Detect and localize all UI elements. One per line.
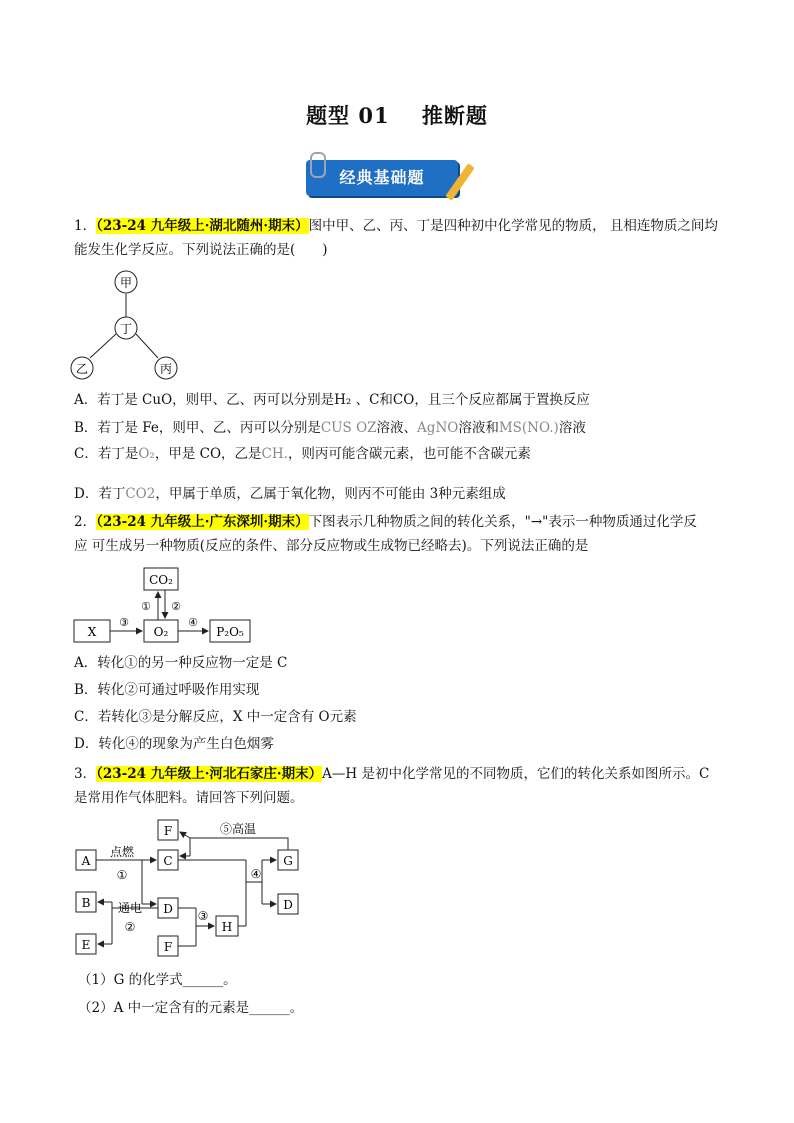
q1-b-end: 溶液 [558, 420, 586, 436]
q3-node-h-label: H [221, 920, 233, 934]
q1-edge-right [136, 334, 158, 358]
q3-node-g-label: G [283, 854, 293, 868]
title-main: 题型 01 [306, 103, 390, 128]
q1-source: （23-24 九年级上·湖北随州·期末） [96, 218, 309, 234]
q2-source: （23-24 九年级上·广东深圳·期末） [96, 514, 309, 530]
q2-node-x-label: X [87, 625, 97, 639]
q3-node-b-label: B [81, 896, 91, 910]
q2-option-a: A．转化①的另一种反应物一定是 C [74, 655, 288, 671]
q1-stem-line1: 图中甲、乙、丙、丁是四种初中化学常见的物质， 且相连物质之间均 [308, 218, 718, 234]
q1-node-center-label: 丁 [119, 322, 133, 336]
q2-number: 2． [74, 514, 97, 530]
q2-option-d: D．转化④的现象为产生白色烟雾 [74, 736, 274, 752]
page-title [0, 100, 794, 130]
q1-b-g1: CUS OZ [320, 420, 377, 436]
q1-node-top-label: 甲 [119, 276, 133, 290]
q2-option-c: C．若转化③是分解反应，X 中一定含有 O元素 [74, 709, 357, 725]
q1-b-g3: MS(NO.) [498, 420, 559, 436]
q1-b-g2: AgNO [417, 420, 459, 436]
q1-c-g1: O₂ [138, 446, 155, 462]
q3-node-f-top-label: F [163, 824, 173, 838]
q2-label-1: ① [141, 600, 151, 613]
q2-label-3: ③ [119, 616, 129, 629]
q3-stem-line1: A—H 是初中化学常见的不同物质，它们的转化关系如图所示。C [322, 766, 710, 782]
q1-stem-line2: 能发生化学反应。下列说法正确的是( ) [74, 242, 328, 258]
q1-node-right-label: 丙 [159, 362, 173, 376]
q2-diagram [72, 566, 262, 646]
q2-label-4: ④ [188, 616, 198, 629]
q1-c-mid: ，甲是 CO，乙是 [154, 446, 262, 462]
q1-b-pre: B．若丁是 Fe，则甲、乙、丙可以分别是 [74, 420, 321, 436]
q3-node-d-right-label: D [283, 898, 293, 912]
q1-b-mid2: 溶液和 [458, 420, 499, 436]
q3-diagram [72, 816, 312, 962]
q1-option-c [74, 444, 531, 464]
q3-label-3: ③ [197, 909, 209, 923]
q3-label-4: ④ [250, 867, 262, 881]
question-1-stem [74, 214, 734, 262]
q1-option-d [74, 484, 506, 504]
question-3-stem [74, 762, 734, 810]
q3-stem-line2: 是常用作气体肥料。请回答下列问题。 [74, 790, 304, 806]
q2-node-p2o5-label: P₂O₅ [216, 625, 244, 639]
q3-node-e-label: E [81, 938, 91, 952]
q3-node-c-label: C [163, 854, 173, 868]
q1-d-end: ，甲属于单质，乙属于氧化物，则丙不可能由 3种元素组成 [155, 486, 506, 502]
q3-node-a-label: A [81, 854, 91, 868]
question-2-stem [74, 510, 734, 558]
q1-c-pre: C．若丁是 [74, 446, 139, 462]
q1-c-g2: CH. [261, 446, 288, 462]
q1-node-left-label: 乙 [75, 362, 89, 376]
q2-option-b: B．转化②可通过呼吸作用实现 [74, 682, 260, 698]
q3-node-f-bottom-label: F [163, 940, 173, 954]
q1-diagram [64, 268, 194, 384]
q1-edge-left [90, 334, 116, 358]
section-banner [306, 152, 486, 198]
q1-c-end: ，则丙可能含碳元素，也可能不含碳元素 [287, 446, 531, 462]
title-sub: 推断题 [421, 103, 488, 128]
q1-option-b [74, 418, 586, 438]
q3-number: 3． [74, 766, 97, 782]
q3-label-dianran: 点燃 [109, 845, 135, 859]
q3-label-5: ⑤高温 [219, 822, 257, 836]
q1-b-mid1: 溶液、 [376, 420, 418, 436]
q1-d-g: CO2 [125, 486, 156, 502]
q3-sub-1: （1）G 的化学式______。 [78, 972, 237, 988]
q2-node-co2-label: CO₂ [149, 573, 173, 587]
q3-label-1: ① [116, 868, 128, 882]
q3-arrow-to-f [180, 832, 190, 838]
q1-d-pre: D．若丁 [74, 486, 126, 502]
q3-sub-2: （2）A 中一定含有的元素是______。 [78, 1000, 304, 1016]
q3-node-d-left-label: D [163, 902, 173, 916]
q2-stem-line2: 应 可生成另一种物质(反应的条件、部分反应物或生成物已经略去)。下列说法正确的是 [74, 538, 589, 554]
q3-source: （23-24 九年级上·河北石家庄·期末） [96, 766, 323, 782]
q1-number: 1． [74, 218, 97, 234]
q2-label-2: ② [171, 600, 181, 613]
q2-node-o2-label: O₂ [153, 625, 169, 639]
banner-label: 经典基础题 [339, 168, 425, 187]
q2-stem-line1: 下图表示几种物质之间的转化关系，"→"表示一种物质通过化学反 [308, 514, 697, 530]
q3-label-tongdian: 通电 [117, 901, 143, 915]
paperclip-icon [310, 152, 326, 178]
q3-edge-g-top [190, 838, 288, 850]
q1-option-a: A．若丁是 CuO，则甲、乙、丙可以分别是H₂ 、C和CO，且三个反应都属于置换反应 [74, 392, 590, 408]
q3-label-2: ② [124, 920, 136, 934]
